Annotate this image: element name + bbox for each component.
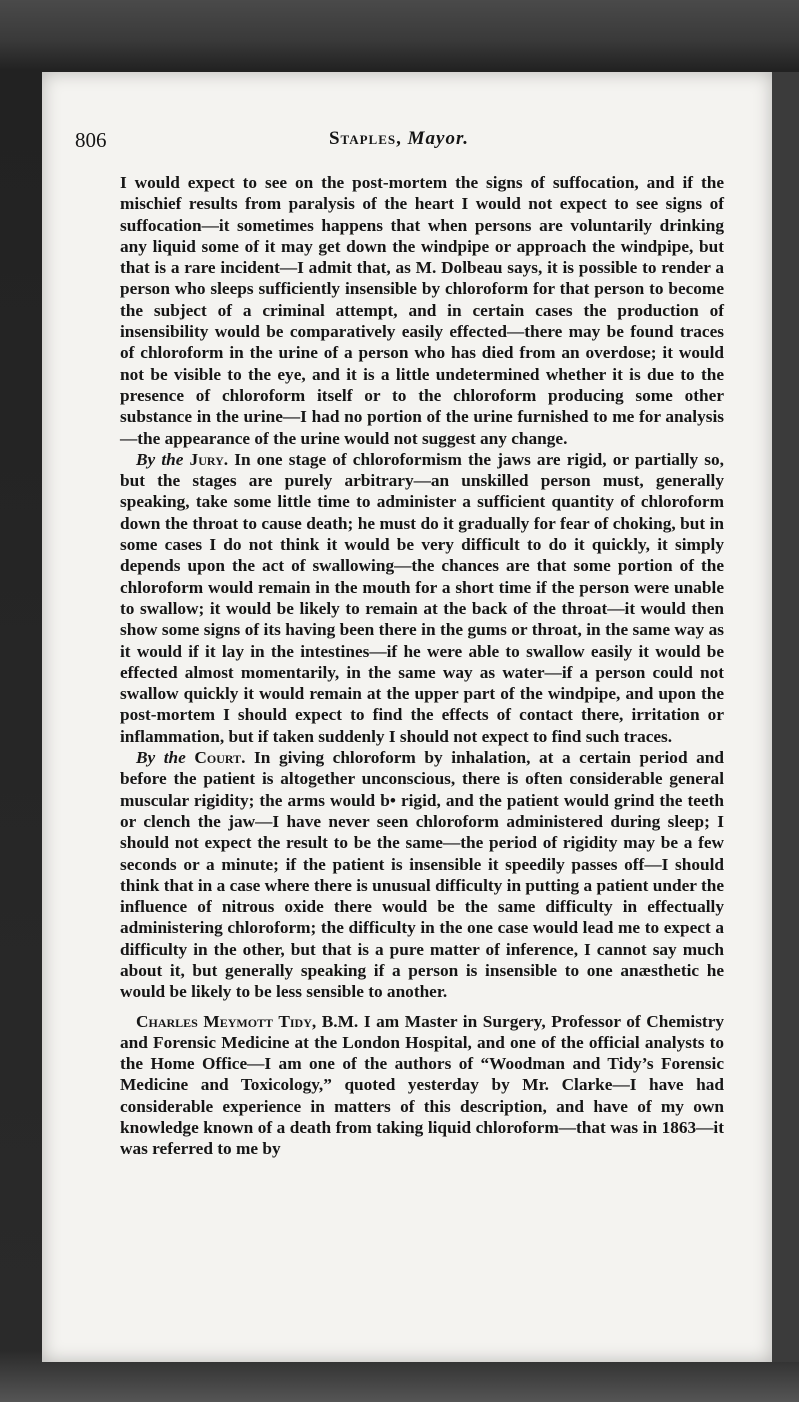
paragraph-3 xyxy=(120,747,724,1003)
running-head-name: Staples, xyxy=(328,128,402,149)
facing-page-edge xyxy=(772,72,799,1362)
page-number: 806 xyxy=(75,128,107,152)
paragraph-2-speaker: Jury. xyxy=(189,449,229,469)
paragraph-4 xyxy=(120,1011,724,1160)
paragraph-3-lead: By the xyxy=(136,748,186,768)
running-head xyxy=(75,128,723,150)
running-head-role: Mayor. xyxy=(407,128,470,149)
paragraph-4-witness: Charles Meymott Tidy, xyxy=(136,1011,317,1031)
paragraph-1-text: I would expect to see on the post-mortem the signs of suffocation, and if the mischief results from paralysis of the heart I would not expect to see signs of suffocation—it sometimes happens that when persons are voluntarily drinking any liquid some of it may get down the windpipe or approach the windpipe, but that is a rare incident—I admit that, as M. Dolbeau says, it is possible to render a person who sleeps sufficiently insensible by chloroform for that person to become the subject of a criminal attempt, and in certain cases the production of insensibility would be comparatively easily effected—there may be found traces of chloroform in the urine of a person who has died from an overdose; it would not be visible to the eye, and it is a little undetermined whether it is due to the presence of chloroform itself or to the chloroform producing some other substance in the urine—I had no portion of the urine furnished to me for analysis—the appearance of the urine would not suggest any change. xyxy=(120,173,724,448)
paragraph-2-lead: By the xyxy=(136,449,184,469)
paragraph-2 xyxy=(120,449,724,747)
page-header xyxy=(75,128,723,156)
paragraph-2-text: In one stage of chloroformism the jaws are rigid, or partially so, but the stages are purely arbitrary—an unskilled person must, generally speaking, take some little time to administer a sufficient quantity of chloroform down the throat to cause death; he must do it gradually for fear of choking, but in some cases I do not think it would be very difficult to do it quickly, it simply depends upon the act of swallowing—the chances are that some portion of the chloroform would remain in the mouth for a short time if the person were unable to swallow; it would be likely to remain at the back of the throat—it would then show some signs of its having been there in the gums or throat, in the same way as it would if it lay in the intestines—if he were able to swallow easily it would be effected almost momentarily, in the same way as water—if a person could not swallow quickly it would remain at the upper part of the windpipe, and upon the post-mortem I should expect to find the effects of contact there, irritation or inflammation, but if taken suddenly I should not expect to find such traces. xyxy=(120,449,724,746)
paragraph-1 xyxy=(120,172,724,449)
paragraph-3-speaker: Court. xyxy=(194,748,246,768)
body-text xyxy=(120,172,724,1160)
paragraph-4-text: B.M. I am Master in Surgery, Professor of Chemistry and Forensic Medicine at the London Hospital, and one of the official analysts to the Home Office—I am one of the authors of “Woodman and Tidy’s Forensic Medicine and Toxicology,” quoted yesterday by Mr. Clarke—I have had considerable experience in matters of this description, and have of my own knowledge known of a death from taking liquid chloroform—that was in 1863—it was referred to me by xyxy=(120,1011,724,1159)
paragraph-3-text: In giving chloroform by inhalation, at a certain period and before the patient is altogether unconscious, there is often considerable general muscular rigidity; the arms would b• rigid, and the patient would grind the teeth or clench the jaw—I have never seen chloroform administered during sleep; I should not expect the result to be the same—the period of rigidity may be a few seconds or a minute; if the patient is insensible it speedily passes off—I should think that in a case where there is unusual difficulty in putting a patient under the influence of nitrous oxide there would be the same difficulty in effectually administering chloroform; the difficulty in the one case would lead me to expect a difficulty in the other, but that is a pure matter of inference, I cannot say much about it, but generally speaking if a person is insensible to one anæsthetic he would be likely to be less sensible to another. xyxy=(120,748,724,1002)
